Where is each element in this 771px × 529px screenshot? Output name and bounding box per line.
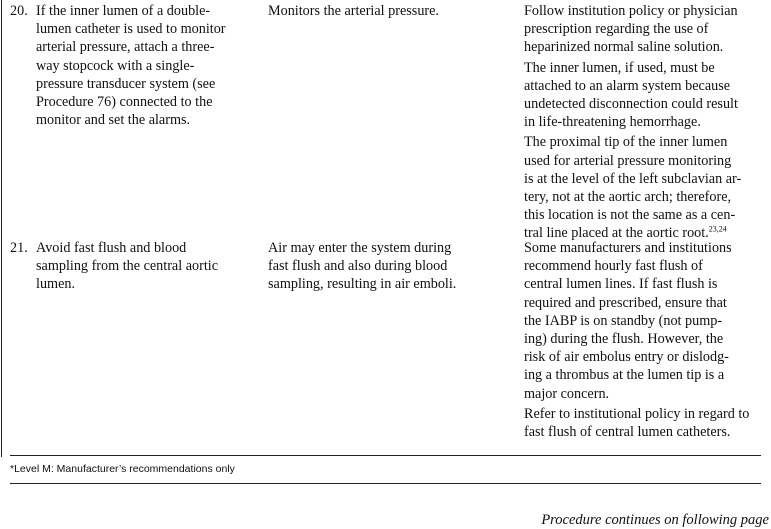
step-line: Procedure 76) connected to the <box>36 94 213 111</box>
footnote-bottom-rule <box>10 483 761 484</box>
rationale-line: Air may enter the system during <box>268 240 452 256</box>
footnote-top-rule <box>10 455 761 456</box>
consideration-line: tery, not at the aortic arch; therefore, <box>524 189 732 206</box>
continuation-note: Procedure continues on following page <box>541 512 769 528</box>
rationale-line: sampling, resulting in air emboli. <box>268 276 457 293</box>
consideration-line: central lumen lines. If fast flush is <box>524 276 718 293</box>
consideration-line: risk of air embolus entry or dislodg- <box>524 349 729 366</box>
considerations-cell <box>524 239 764 443</box>
consideration-line: attached to an alarm system because <box>524 77 731 94</box>
left-border-rule <box>1 0 2 457</box>
consideration-line: in life-threatening hemorrhage. <box>524 114 701 131</box>
rationale-text <box>268 2 513 20</box>
rationale-cell <box>268 2 513 20</box>
step-line: monitor and set the alarms. <box>36 112 191 129</box>
step-line: Avoid fast flush and blood <box>36 240 187 256</box>
step-line: If the inner lumen of a double- <box>36 3 211 19</box>
step-number: 20. <box>10 3 28 19</box>
consideration-line: Follow institution policy or physician <box>524 3 738 19</box>
steps-cell <box>10 239 255 294</box>
step-text <box>10 239 255 294</box>
consideration-line-text: tral line placed at the aortic root. <box>524 225 709 242</box>
consideration-paragraph <box>524 133 764 242</box>
step-line: pressure transducer system (see <box>36 75 216 92</box>
step-line: lumen. <box>36 276 76 293</box>
consideration-line: heparinized normal saline solution. <box>524 39 724 56</box>
consideration-paragraph <box>524 239 764 403</box>
citation-superscript: 23,24 <box>708 224 727 234</box>
step-line: way stopcock with a single- <box>36 57 195 74</box>
rationale-line: Monitors the arterial pressure. <box>268 3 439 19</box>
consideration-line: required and prescribed, ensure that <box>524 294 727 311</box>
consideration-line: is at the level of the left subclavian ar- <box>524 170 742 187</box>
consideration-line: this location is not the same as a cen- <box>524 207 736 224</box>
consideration-line: Refer to institutional policy in regard to <box>524 405 750 422</box>
steps-cell <box>10 2 255 129</box>
consideration-line: ing a thrombus at the lumen tip is a <box>524 367 725 384</box>
consideration-line: prescription regarding the use of <box>524 21 709 38</box>
consideration-paragraph <box>524 2 764 57</box>
consideration-line: undetected disconnection could result <box>524 96 738 113</box>
step-line: sampling from the central aortic <box>36 258 219 275</box>
step-line: lumen catheter is used to monitor <box>36 21 226 38</box>
consideration-line: The inner lumen, if used, must be <box>524 59 715 76</box>
consideration-line: recommend hourly fast flush of <box>524 258 703 275</box>
considerations-cell <box>524 2 764 245</box>
rationale-text <box>268 239 513 294</box>
consideration-line: fast flush of central lumen catheters. <box>524 424 731 441</box>
consideration-paragraph <box>524 405 764 441</box>
consideration-line: major concern. <box>524 385 610 402</box>
footnote: *Level M: Manufacturer’s recommendations only <box>10 463 235 475</box>
step-number: 21. <box>10 240 28 256</box>
rationale-cell <box>268 239 513 294</box>
step-line: arterial pressure, attach a three- <box>36 39 215 56</box>
step-text <box>10 2 255 129</box>
rationale-line: fast flush and also during blood <box>268 258 448 275</box>
consideration-line: The proximal tip of the inner lumen <box>524 134 728 151</box>
consideration-line: ing) during the flush. However, the <box>524 331 724 348</box>
consideration-line: Some manufacturers and institutions <box>524 240 732 256</box>
consideration-paragraph <box>524 59 764 132</box>
consideration-line: the IABP is on standby (not pump- <box>524 312 723 329</box>
consideration-line: used for arterial pressure monitoring <box>524 152 732 169</box>
